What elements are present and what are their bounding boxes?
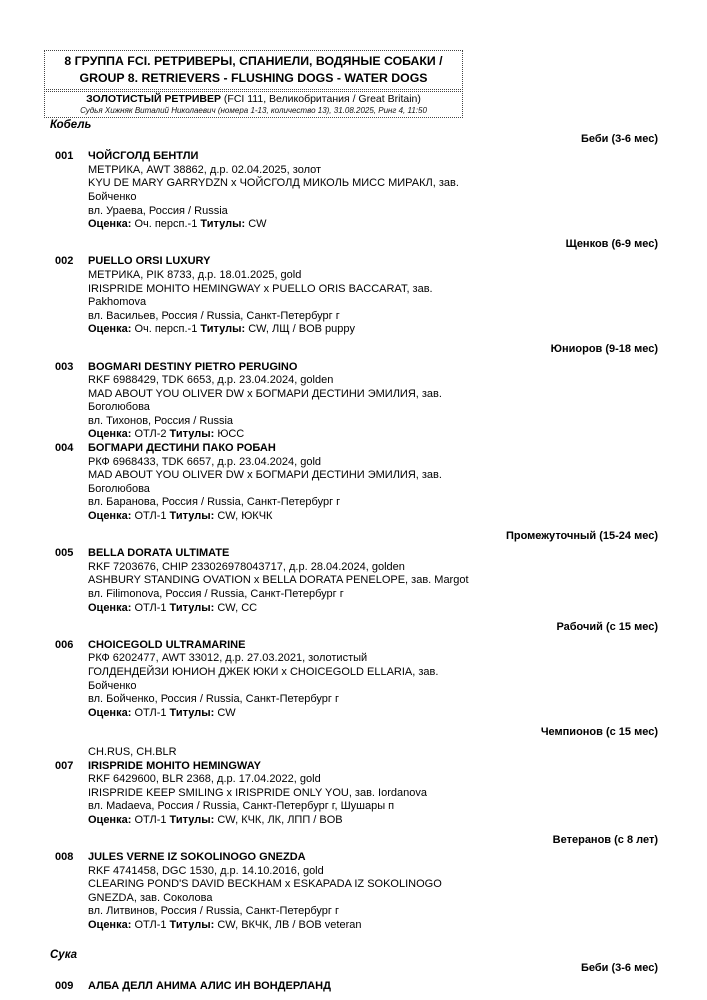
entry-row: [50, 639, 658, 721]
titles-label: Титулы:: [200, 218, 246, 231]
breed-fci-info: (FCI 111, Великобритания / Great Britain): [223, 93, 421, 105]
rating-value: Оч. персп.-1: [134, 323, 198, 336]
titles-label: Титулы:: [200, 323, 246, 336]
titles-label: Титулы:: [169, 601, 215, 614]
pedigree-line: CLEARING POND'S DAVID BECKHAM x ESKAPADA IZ SOKOLINOGO: [88, 878, 442, 891]
class-label-working: Рабочий (с 15 мес): [556, 621, 658, 634]
entry-details: [88, 150, 658, 232]
owner-line: вл. Filimonova, Россия / Russia, Санкт-Петербург г: [88, 588, 344, 600]
entry-details: [88, 980, 658, 994]
entry-details: [88, 760, 658, 828]
breeder-line: Бойченко: [88, 190, 137, 203]
rating-line: [88, 814, 658, 828]
entry-row: [50, 760, 658, 828]
entry-number: 006: [55, 638, 74, 651]
pedigree-line: MAD ABOUT YOU OLIVER DW x БОГМАРИ ДЕСТИНИ ЭМИЛИЯ, зав.: [88, 387, 442, 400]
entry-details: [88, 255, 658, 337]
entry-row: [50, 851, 658, 933]
rating-label: Оценка:: [88, 218, 132, 231]
rating-label: Оценка:: [88, 813, 132, 826]
titles-value: CW: [217, 706, 236, 719]
entry-row: [50, 980, 658, 994]
sex-heading-male: Кобель: [50, 119, 92, 131]
owner-line: вл. Ураева, Россия / Russia: [88, 204, 228, 217]
pedigree-line: KYU DE MARY GARRYDZN x ЧОЙСГОЛД МИКОЛЬ МИСС МИРАКЛ, зав.: [88, 177, 459, 190]
rating-value: ОТЛ-1: [134, 813, 167, 826]
rating-label: Оценка:: [88, 601, 132, 614]
rating-label: Оценка:: [88, 919, 132, 932]
breed-box: [44, 91, 463, 118]
dog-name: АЛБА ДЕЛЛ АНИМА АЛИС ИН ВОНДЕРЛАНД: [88, 979, 331, 992]
breeder-line: Боголюбова: [88, 401, 150, 414]
pedigree-line: IRISPRIDE MOHITO HEMINGWAY x PUELLO ORIS BACCARAT, зав.: [88, 282, 433, 295]
rating-value: ОТЛ-1: [134, 601, 167, 614]
titles-value: CW, ВКЧК, ЛВ / BOB veteran: [217, 919, 362, 932]
entry-details: [88, 639, 658, 721]
owner-line: вл. Бойченко, Россия / Russia, Санкт-Петербург г: [88, 693, 340, 706]
rating-label: Оценка:: [88, 323, 132, 336]
registration-line: МЕТРИКА, PIK 8733, д.р. 18.01.2025, gold: [88, 268, 302, 281]
entry-number: 005: [55, 547, 74, 560]
judge-info: Судья Хижняк Виталий Николаевич (номера 1-13, количество 13), 31.08.2025, Ринг 4, 11:50: [80, 105, 427, 115]
entry-details: [88, 547, 658, 615]
dog-name: BELLA DORATA ULTIMATE: [88, 547, 230, 560]
titles-value: CW, СС: [217, 601, 258, 614]
dog-name: PUELLO ORSI LUXURY: [88, 255, 211, 268]
rating-line: [88, 510, 658, 524]
registration-line: RKF 4741458, DGC 1530, д.р. 14.10.2016, gold: [88, 864, 324, 877]
entry-number: 004: [55, 442, 74, 455]
entry-row: [50, 361, 658, 443]
dog-name: JULES VERNE IZ SOKOLINOGO GNEZDA: [88, 851, 306, 864]
entry-number: 001: [55, 150, 74, 163]
entry-row: [50, 255, 658, 337]
pedigree-line-cont: GNEZDA, зав. Соколова: [88, 891, 213, 904]
owner-line: вл. Баранова, Россия / Russia, Санкт-Петербург г: [88, 496, 341, 509]
rating-line: [88, 428, 658, 442]
breed-line: [48, 93, 459, 106]
titles-value: ЮСС: [217, 428, 245, 441]
registration-line: RKF 6988429, TDK 6653, д.р. 23.04.2024, golden: [88, 374, 334, 387]
registration-line: РКФ 6202477, AWT 33012, д.р. 27.03.2021, золотистый: [88, 652, 368, 665]
class-label-puppy: Щенков (6-9 мес): [565, 237, 658, 250]
titles-label: Титулы:: [169, 813, 215, 826]
rating-label: Оценка:: [88, 706, 132, 719]
registration-line: РКФ 6968433, TDK 6657, д.р. 23.04.2024, gold: [88, 455, 322, 468]
pedigree-line: ASHBURY STANDING OVATION x BELLA DORATA PENELOPE, зав. Margot: [88, 574, 469, 587]
rating-value: ОТЛ-2: [134, 428, 167, 441]
breeder-line: Pakhomova: [88, 296, 147, 309]
group-title-en: GROUP 8. RETRIEVERS - FLUSHING DOGS - WATER DOGS: [79, 70, 428, 85]
catalog-header: [44, 50, 463, 118]
entry-row: [50, 547, 658, 615]
class-label-junior: Юниоров (9-18 мес): [550, 342, 658, 355]
class-label-baby-female: Беби (3-6 мес): [581, 962, 658, 975]
entry-row: [50, 150, 658, 232]
rating-line: [88, 218, 658, 232]
titles-value: CW: [248, 218, 267, 231]
pedigree-line: IRISPRIDE KEEP SMILING x IRISPRIDE ONLY YOU, зав. Iordanova: [88, 786, 427, 799]
registration-line: RKF 6429600, BLR 2368, д.р. 17.04.2022, gold: [88, 773, 321, 786]
titles-label: Титулы:: [169, 510, 215, 523]
class-label-veteran: Ветеранов (с 8 лет): [552, 833, 658, 846]
entry-details: [88, 851, 658, 933]
pedigree-line: MAD ABOUT YOU OLIVER DW x БОГМАРИ ДЕСТИНИ ЭМИЛИЯ, зав.: [88, 469, 442, 482]
class-label-baby: Беби (3-6 мес): [581, 132, 658, 145]
rating-label: Оценка:: [88, 428, 132, 441]
entry-row: [50, 442, 658, 524]
rating-line: [88, 919, 658, 933]
registration-line: RKF 7203676, CHIP 233026978043717, д.р. 28.04.2024, golden: [88, 560, 405, 573]
group-title-box: [44, 50, 463, 90]
rating-label: Оценка:: [88, 510, 132, 523]
pedigree-line: ГОЛДЕНДЕЙЗИ ЮНИОН ДЖЕК ЮКИ x CHOICEGOLD ELLARIA, зав.: [88, 665, 439, 678]
entry-number: 007: [55, 759, 74, 772]
sex-heading-female: Сука: [50, 948, 78, 961]
titles-value: CW, ЮКЧК: [217, 510, 273, 523]
rating-value: ОТЛ-1: [134, 919, 167, 932]
class-label-champion: Чемпионов (с 15 мес): [540, 726, 658, 739]
titles-label: Титулы:: [169, 919, 215, 932]
dog-name: BOGMARI DESTINY PIETRO PERUGINO: [88, 360, 298, 373]
dog-name: БОГМАРИ ДЕСТИНИ ПАКО РОБАН: [88, 442, 276, 455]
group-title-ru: 8 ГРУППА FCI. РЕТРИВЕРЫ, СПАНИЕЛИ, ВОДЯНЫЕ СОБАКИ /: [64, 54, 443, 68]
dog-name: CHOICEGOLD ULTRAMARINE: [88, 638, 246, 651]
entry-number: 008: [55, 851, 74, 864]
rating-value: ОТЛ-1: [134, 510, 167, 523]
titles-value: CW, КЧК, ЛК, ЛПП / BOB: [217, 813, 343, 826]
owner-line: вл. Madaeva, Россия / Russia, Санкт-Петербург г, Шушары п: [88, 800, 395, 813]
breed-name: ЗОЛОТИСТЫЙ РЕТРИВЕР: [86, 93, 221, 105]
entry-number: 003: [55, 360, 74, 373]
titles-label: Титулы:: [169, 428, 215, 441]
entry-number: 009: [55, 979, 74, 992]
rating-value: Оч. персп.-1: [134, 218, 198, 231]
champion-pretitle: CH.RUS, CH.BLR: [88, 745, 177, 758]
titles-value: CW, ЛЩ / BOB puppy: [248, 323, 355, 336]
rating-line: [88, 602, 658, 616]
entry-details: [88, 361, 658, 443]
dog-name: IRISPRIDE MOHITO HEMINGWAY: [88, 759, 261, 772]
titles-label: Титулы:: [169, 706, 215, 719]
rating-value: ОТЛ-1: [134, 706, 167, 719]
entry-number: 002: [55, 255, 74, 268]
breeder-line: Бойченко: [88, 679, 137, 692]
registration-line: МЕТРИКА, AWT 38862, д.р. 02.04.2025, золот: [88, 163, 322, 176]
dog-name: ЧОЙСГОЛД БЕНТЛИ: [88, 150, 199, 163]
breeder-line: Боголюбова: [88, 482, 150, 495]
catalog-body: [50, 119, 658, 993]
rating-line: [88, 707, 658, 721]
entry-details: [88, 442, 658, 524]
owner-line: вл. Литвинов, Россия / Russia, Санкт-Петербург г: [88, 905, 339, 918]
class-label-intermediate: Промежуточный (15-24 мес): [505, 529, 658, 542]
owner-line: вл. Тихонов, Россия / Russia: [88, 414, 234, 427]
owner-line: вл. Васильев, Россия / Russia, Санкт-Петербург г: [88, 309, 340, 322]
rating-line: [88, 323, 658, 337]
